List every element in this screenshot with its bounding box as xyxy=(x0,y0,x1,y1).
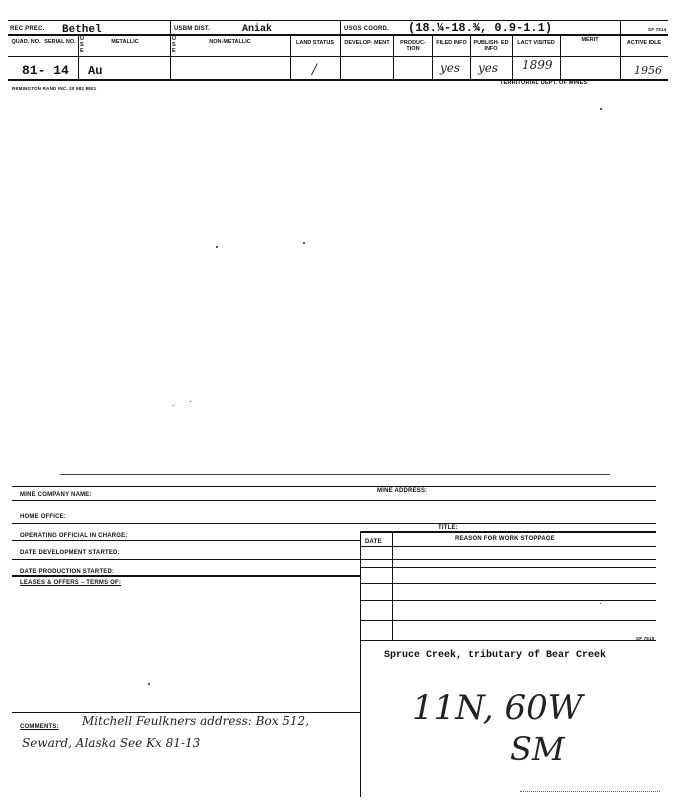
scan-speck xyxy=(303,242,305,244)
last-visited-value: 1899 xyxy=(522,58,553,72)
row-line xyxy=(360,546,656,547)
form-number-top: SF 7514 xyxy=(648,27,667,32)
reason-column-header: REASON FOR WORK STOPPAGE xyxy=(455,536,555,542)
header-row-line xyxy=(8,34,668,36)
rec-prec-value: Bethel xyxy=(62,24,102,36)
operating-official-label: OPERATING OFFICIAL IN CHARGE: xyxy=(20,533,128,539)
header-divider xyxy=(170,20,171,34)
date-development-label: DATE DEVELOPMENT STARTED: xyxy=(20,550,120,556)
column-divider xyxy=(170,34,171,79)
row-line xyxy=(360,600,656,601)
top-border-line xyxy=(8,20,668,21)
column-divider xyxy=(620,34,621,79)
non-metallic-header: NON-METALLIC xyxy=(209,39,251,45)
land-status-value: / xyxy=(312,62,317,78)
column-divider xyxy=(470,34,471,79)
usbm-dist-label: USBM DIST. xyxy=(174,26,211,32)
scan-speck xyxy=(148,683,150,685)
usgs-coord-value: (18.¼-18.¾, 0.9-1.1) xyxy=(408,21,553,35)
subheader-row-line xyxy=(8,56,668,57)
scan-speck xyxy=(600,108,602,110)
filed-info-header: FILED INFO xyxy=(436,40,467,46)
row-line xyxy=(360,640,656,641)
middle-divider xyxy=(360,531,361,797)
serial-header: SERIAL NO. xyxy=(44,39,76,45)
usbm-dist-value: Aniak xyxy=(242,24,273,35)
filed-info-value: yes xyxy=(440,61,461,75)
quad-serial-value: 81- 14 xyxy=(22,63,69,78)
date-divider xyxy=(392,531,393,640)
row-line xyxy=(12,559,656,560)
merit-header: MERIT xyxy=(581,37,599,43)
smudge-line xyxy=(520,791,660,792)
home-office-label: HOME OFFICE: xyxy=(20,514,67,520)
header-divider xyxy=(620,20,621,34)
published-info-header: PUBLISH- ED INFO xyxy=(473,40,509,52)
last-visited-header: LACT VISITED xyxy=(517,40,555,46)
scan-speck xyxy=(600,603,601,604)
scan-speck xyxy=(173,405,174,406)
column-divider xyxy=(340,34,341,79)
card-top-edge xyxy=(60,474,610,475)
title-label: TITLE: xyxy=(438,525,458,531)
row-line xyxy=(360,583,656,584)
column-divider xyxy=(290,34,291,79)
row-line xyxy=(360,567,656,568)
production-header: PRODUC- TION xyxy=(400,40,426,52)
row-line xyxy=(12,575,360,577)
column-divider xyxy=(560,34,561,79)
scan-speck xyxy=(216,246,218,248)
column-divider xyxy=(393,34,394,79)
date-production-label: DATE PRODUCTION STARTED: xyxy=(20,569,115,575)
township-range: 11N, 60W xyxy=(412,688,583,728)
form-number-bottom: SF 7515 xyxy=(636,636,655,641)
land-status-header: LAND STATUS xyxy=(296,40,334,46)
use-header-metallic: U S E xyxy=(80,36,84,54)
metallic-header: METALLIC xyxy=(111,39,139,45)
date-column-header: DATE xyxy=(365,539,382,545)
usgs-coord-label: USGS COORD. xyxy=(344,26,389,32)
active-idle-header: ACTIVE IDLE xyxy=(626,40,662,46)
location-note: Spruce Creek, tributary of Bear Creek xyxy=(384,650,607,661)
territorial-dept-imprint: TERRITORIAL DEPT. OF MINES xyxy=(500,80,588,86)
comments-label: COMMENTS: xyxy=(20,724,59,730)
leases-offers-label: LEASES & OFFERS – TERMS OF: xyxy=(20,580,122,586)
row-line xyxy=(360,620,656,621)
row-line xyxy=(360,531,656,533)
column-divider xyxy=(432,34,433,79)
meridian: SM xyxy=(510,730,565,768)
printer-imprint: REMINGTON RAND INC. 20 982 8801 xyxy=(12,86,97,91)
mine-company-name-label: MINE COMPANY NAME: xyxy=(20,492,92,498)
development-header: DEVELOP- MENT xyxy=(344,40,390,46)
comments-top-line xyxy=(12,712,360,713)
rec-prec-label: REC PREC. xyxy=(10,26,45,32)
row-line xyxy=(12,500,656,501)
row-line xyxy=(12,523,656,524)
column-divider xyxy=(512,34,513,79)
row-line xyxy=(12,540,360,541)
use-header-non-metallic: U S E xyxy=(172,36,176,54)
scan-speck xyxy=(190,401,191,402)
quad-header: QUAD. NO. xyxy=(11,39,41,45)
metallic-value: Au xyxy=(88,64,103,78)
active-idle-value: 1956 xyxy=(634,64,662,77)
comments-line-2: Seward, Alaska See Kx 81-13 xyxy=(22,736,201,750)
header-divider xyxy=(340,20,341,34)
mine-address-label: MINE ADDRESS: xyxy=(377,488,428,494)
comments-line-1: Mitchell Feulkners address: Box 512, xyxy=(82,714,310,728)
published-info-value: yes xyxy=(478,61,499,75)
column-divider xyxy=(78,34,79,79)
card-top-edge xyxy=(12,486,656,487)
